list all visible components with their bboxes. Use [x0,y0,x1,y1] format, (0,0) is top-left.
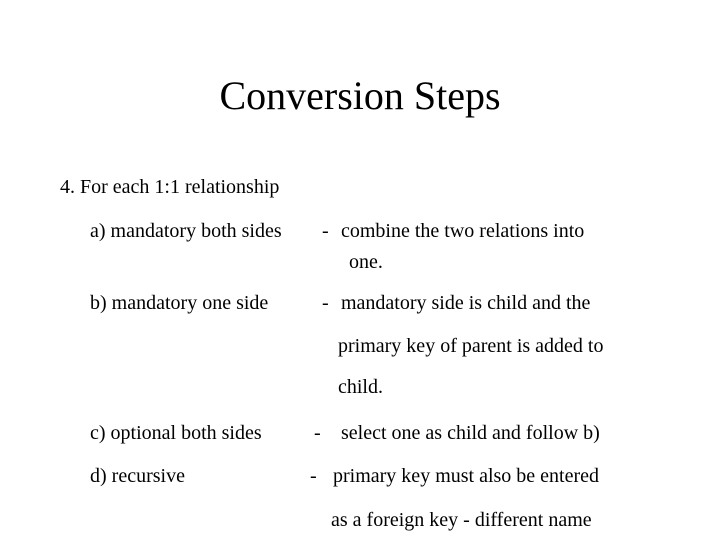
item-d-line-1: primary key must also be entered [333,465,600,487]
item-a-dash: - [322,220,329,242]
item-b-line-3: child. [338,376,383,398]
item-b-term: b) mandatory one side [90,292,269,314]
item-c-term: c) optional both sides [90,422,262,444]
item-a-line-1: combine the two relations into [341,220,585,242]
item-a-term: a) mandatory both sides [90,220,282,242]
slide-title: Conversion Steps [219,73,501,118]
step-heading: 4. For each 1:1 relationship [60,176,280,198]
item-d-dash: - [310,465,317,487]
item-c-line-1: select one as child and follow b) [341,422,600,444]
item-b-dash: - [322,292,329,314]
item-c-dash: - [314,422,321,444]
item-b-line-2: primary key of parent is added to [338,335,604,357]
item-d-term: d) recursive [90,465,185,487]
item-b-line-1: mandatory side is child and the [341,292,591,314]
item-a-line-2: one. [349,251,383,273]
item-d-line-2: as a foreign key - different name [331,509,592,531]
